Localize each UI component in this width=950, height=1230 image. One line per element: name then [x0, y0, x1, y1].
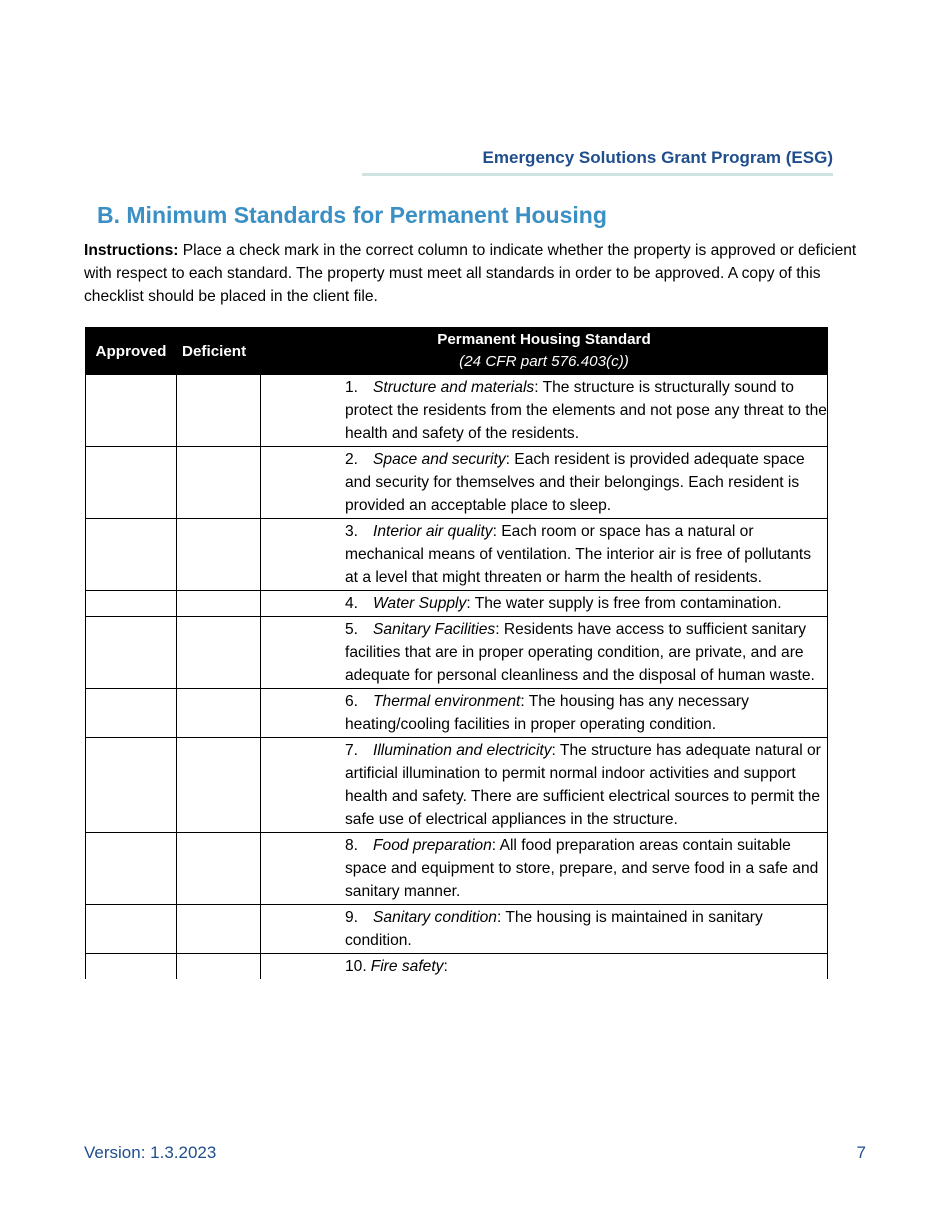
table-row	[86, 617, 828, 689]
standard-description-cell	[261, 833, 828, 905]
standard-title: Illumination and electricity	[373, 742, 552, 759]
deficient-checkbox-cell[interactable]	[177, 591, 261, 617]
standard-description-cell	[261, 617, 828, 689]
standard-text: : Each resident is provided adequate space and security for themselves and their belongings. Each resident is provided an acceptable place to sleep.	[345, 451, 805, 514]
standard-description-cell	[261, 738, 828, 833]
standard-number: 4.	[345, 595, 359, 612]
approved-checkbox-cell[interactable]	[86, 375, 177, 447]
standard-column-header	[261, 328, 828, 375]
instructions-paragraph	[84, 239, 874, 308]
standards-checklist-table	[85, 327, 828, 979]
approved-checkbox-cell[interactable]	[86, 689, 177, 738]
table-row	[86, 689, 828, 738]
standard-number: 10.	[345, 958, 367, 975]
table-row	[86, 591, 828, 617]
footer-version: Version: 1.3.2023	[84, 1143, 217, 1162]
standard-number: 3.	[345, 523, 359, 540]
standard-description-cell	[261, 447, 828, 519]
footer-page-number: 7	[856, 1143, 866, 1162]
standard-title: Space and security	[373, 451, 506, 468]
standard-text: : The structure is structurally sound to protect the residents from the elements and not pose any threat to the health and safety of the residents.	[345, 379, 827, 442]
table-row	[86, 447, 828, 519]
standard-title: Structure and materials	[373, 379, 535, 396]
standard-text: :	[443, 958, 448, 975]
standard-title: Sanitary condition	[373, 909, 497, 926]
standard-title: Food preparation	[373, 837, 492, 854]
table-row	[86, 905, 828, 954]
standard-text: : All food preparation areas contain suitable space and equipment to store, prepare, and serve food in a safe and sanitary manner.	[345, 837, 819, 900]
approved-checkbox-cell[interactable]	[86, 833, 177, 905]
standard-description-cell	[261, 905, 828, 954]
standard-title: Thermal environment	[373, 693, 521, 710]
standard-description-cell	[261, 591, 828, 617]
standard-text: : The structure has adequate natural or artificial illumination to permit normal indoor activities and support health and safety. There are sufficient electrical sources to permit the safe use of electrical appliances in the structure.	[345, 742, 821, 828]
deficient-checkbox-cell[interactable]	[177, 519, 261, 591]
standard-number: 8.	[345, 837, 359, 854]
deficient-checkbox-cell[interactable]	[177, 738, 261, 833]
standard-number: 7.	[345, 742, 359, 759]
program-title: Emergency Solutions Grant Program (ESG)	[482, 148, 833, 167]
standard-number: 6.	[345, 693, 359, 710]
approved-checkbox-cell[interactable]	[86, 954, 177, 980]
instructions-label: Instructions:	[84, 242, 179, 259]
standard-title: Water Supply	[373, 595, 467, 612]
approved-checkbox-cell[interactable]	[86, 519, 177, 591]
standard-text: : Each room or space has a natural or mechanical means of ventilation. The interior air is free of pollutants at a level that might threaten or harm the health of residents.	[345, 523, 812, 586]
deficient-checkbox-cell[interactable]	[177, 447, 261, 519]
deficient-checkbox-cell[interactable]	[177, 833, 261, 905]
standard-description-cell	[261, 375, 828, 447]
standard-text: : The housing is maintained in sanitary condition.	[345, 909, 763, 949]
standard-number: 5.	[345, 621, 359, 638]
approved-checkbox-cell[interactable]	[86, 905, 177, 954]
standard-text: : The water supply is free from contamination.	[466, 595, 782, 612]
table-row	[86, 738, 828, 833]
standard-title: Sanitary Facilities	[373, 621, 496, 638]
standard-description-cell	[261, 689, 828, 738]
deficient-checkbox-cell[interactable]	[177, 954, 261, 980]
table-row	[86, 954, 828, 980]
standard-header-label: Permanent Housing Standard	[437, 331, 651, 348]
deficient-column-header: Deficient	[177, 328, 261, 375]
table-header-row	[86, 328, 828, 375]
deficient-checkbox-cell[interactable]	[177, 617, 261, 689]
instructions-text: Place a check mark in the correct column to indicate whether the property is approved or deficient with respect to each standard. The property must meet all standards in order to be approved. A copy of this checklist should be placed in the client file.	[84, 242, 857, 305]
standard-header-citation: (24 CFR part 576.403(c))	[459, 353, 629, 370]
standard-number: 9.	[345, 909, 359, 926]
table-row	[86, 519, 828, 591]
deficient-checkbox-cell[interactable]	[177, 905, 261, 954]
table-row	[86, 375, 828, 447]
standard-description-cell	[261, 954, 828, 980]
approved-column-header: Approved	[86, 328, 177, 375]
standard-number: 1.	[345, 379, 359, 396]
table-row	[86, 833, 828, 905]
section-heading: B. Minimum Standards for Permanent Housing	[97, 202, 607, 228]
approved-checkbox-cell[interactable]	[86, 617, 177, 689]
standard-text: : The housing has any necessary heating/cooling facilities in proper operating condition.	[345, 693, 749, 733]
approved-checkbox-cell[interactable]	[86, 738, 177, 833]
approved-checkbox-cell[interactable]	[86, 447, 177, 519]
standard-title: Fire safety	[370, 958, 444, 975]
deficient-checkbox-cell[interactable]	[177, 689, 261, 738]
deficient-checkbox-cell[interactable]	[177, 375, 261, 447]
standard-text: : Residents have access to sufficient sanitary facilities that are in proper operating condition, are private, and are adequate for personal cleanliness and the disposal of human waste.	[345, 621, 815, 684]
standard-description-cell	[261, 519, 828, 591]
header-rule	[362, 173, 833, 176]
standard-number: 2.	[345, 451, 359, 468]
approved-checkbox-cell[interactable]	[86, 591, 177, 617]
standard-title: Interior air quality	[373, 523, 493, 540]
